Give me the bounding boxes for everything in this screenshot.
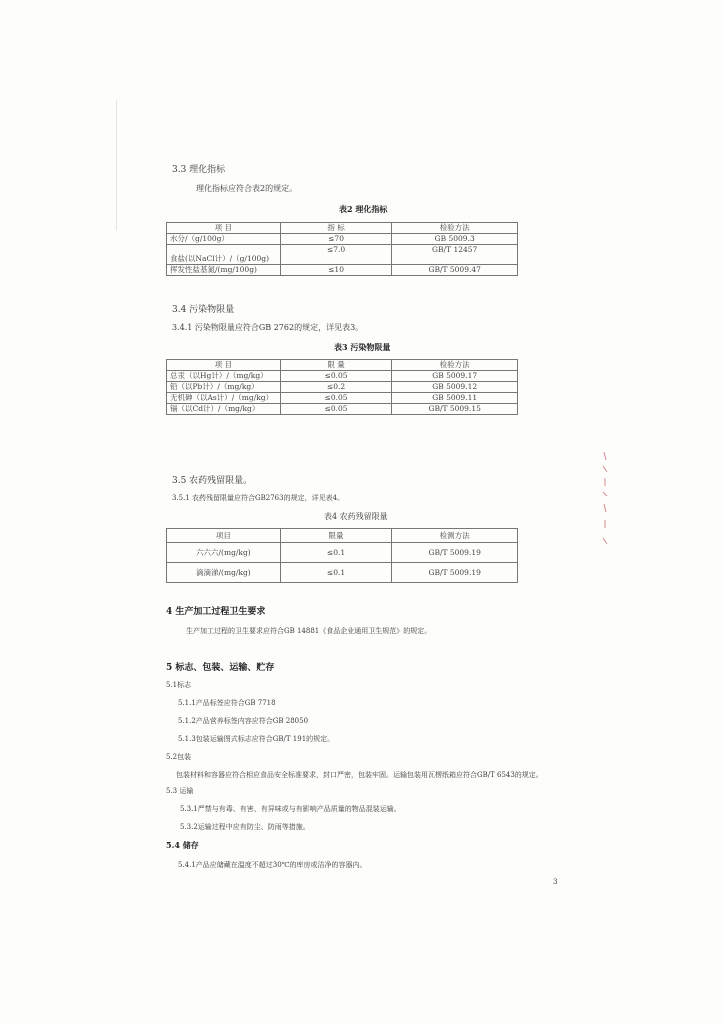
table3 xyxy=(166,359,518,415)
section-5-1-3-text: 5.1.3包装运输图式标志应符合GB/T 191的规定。 xyxy=(178,735,335,743)
section-4-text: 生产加工过程的卫生要求应符合GB 14881《食品企业通用卫生规范》的规定。 xyxy=(186,627,432,635)
table-row xyxy=(167,234,518,245)
table-cell: GB/T 5009.47 xyxy=(392,265,518,276)
table4-title: 表4 农药残留限量 xyxy=(324,512,388,521)
section-5-3-1-text: 5.3.1严禁与有毒、有害、有异味或与有影响产品质量的物品混装运输。 xyxy=(180,805,401,813)
table-cell: GB/T 5009.19 xyxy=(392,543,518,563)
table3-title: 表3 污染物限量 xyxy=(334,342,391,352)
table-header-row xyxy=(167,360,518,371)
section-5-1-heading: 5.1标志 xyxy=(166,681,192,689)
table-row xyxy=(167,404,518,415)
table-header-cell: 项 目 xyxy=(167,360,281,371)
table-row xyxy=(167,245,518,265)
table-cell: ≤0.05 xyxy=(280,371,392,382)
table-cell: 水分/（g/100g） xyxy=(167,234,281,245)
table-cell: ≤7.0 xyxy=(280,245,392,265)
table-row xyxy=(167,543,518,563)
table-cell: ≤10 xyxy=(280,265,392,276)
table2-title: 表2 理化指标 xyxy=(339,204,388,214)
table-cell: 食盐(以NaCl计）/（g/100g) xyxy=(167,245,281,265)
table-header-cell: 项目 xyxy=(167,529,281,543)
table-header-row xyxy=(167,529,518,543)
table-row xyxy=(167,265,518,276)
scan-edge-line xyxy=(116,100,117,230)
table-cell: ≤0.05 xyxy=(280,393,392,404)
table-cell: 六六六/(mg/kg) xyxy=(167,543,281,563)
table-header-cell: 限量 xyxy=(280,529,392,543)
section-5-4-heading: 5.4 储存 xyxy=(166,840,199,850)
table-header-cell: 指 标 xyxy=(280,223,392,234)
table-cell: GB/T 5009.15 xyxy=(392,404,518,415)
table-cell: ≤0.1 xyxy=(280,543,392,563)
table-cell: 滴滴涕/(mg/kg) xyxy=(167,563,281,583)
table-cell: GB/T 12457 xyxy=(392,245,518,265)
section-3-4-heading: 3.4 污染物限量 xyxy=(172,305,235,315)
table-cell: 镉（以Cd计）/（mg/kg） xyxy=(167,404,281,415)
seal-fragment-mark xyxy=(602,452,608,550)
table-cell: 无机砷（以As计）/（mg/kg） xyxy=(167,393,281,404)
table-cell: GB 5009.12 xyxy=(392,382,518,393)
section-5-3-2-text: 5.3.2运输过程中应有防尘、防雨等措施。 xyxy=(180,823,310,831)
table-cell: ≤70 xyxy=(280,234,392,245)
table-header-cell: 限 量 xyxy=(280,360,392,371)
section-5-1-1-text: 5.1.1产品标签应符合GB 7718 xyxy=(178,699,276,707)
table-cell: 挥发性盐基氮/(mg/100g) xyxy=(167,265,281,276)
section-3-3-heading: 3.3 理化指标 xyxy=(172,165,226,175)
table-header-row xyxy=(167,223,518,234)
section-5-3-heading: 5.3 运输 xyxy=(166,787,194,795)
section-5-1-2-text: 5.1.2产品营养标签内容应符合GB 28050 xyxy=(178,717,309,725)
table-row xyxy=(167,393,518,404)
section-3-4-text: 3.4.1 污染物限量应符合GB 2762的规定，详见表3。 xyxy=(172,323,364,332)
table-cell: 总汞（以Hg计）/（mg/kg） xyxy=(167,371,281,382)
table-header-cell: 项 目 xyxy=(167,223,281,234)
section-5-2-text: 包装材料和容器应符合相应食品安全标准要求，封口严密，包装牢固。运输包装用瓦楞纸箱应符合GB/T 6543的规定。 xyxy=(176,771,543,779)
section-3-5-text: 3.5.1 农药残留限量应符合GB2763的规定，详见表4。 xyxy=(172,494,345,502)
table-cell: ≤0.1 xyxy=(280,563,392,583)
table-row xyxy=(167,371,518,382)
table4 xyxy=(166,528,518,583)
table-cell: ≤0.2 xyxy=(280,382,392,393)
table-cell: GB 5009.17 xyxy=(392,371,518,382)
table2 xyxy=(166,222,518,276)
table-cell: GB 5009.3 xyxy=(392,234,518,245)
table-cell: 铅（以Pb计）/（mg/kg） xyxy=(167,382,281,393)
section-4-heading: 4 生产加工过程卫生要求 xyxy=(166,607,266,617)
table-row xyxy=(167,563,518,583)
page-number: 3 xyxy=(553,878,558,886)
table-header-cell: 检验方法 xyxy=(392,223,518,234)
section-3-5-heading: 3.5 农药残留限量。 xyxy=(172,476,253,486)
table-header-cell: 检验方法 xyxy=(392,360,518,371)
table-row xyxy=(167,382,518,393)
section-5-4-1-text: 5.4.1产品应储藏在温度不超过30℃的库房或洁净的容器内。 xyxy=(178,861,367,869)
section-5-2-heading: 5.2包装 xyxy=(166,753,192,761)
table-cell: ≤0.05 xyxy=(280,404,392,415)
section-5-heading: 5 标志、包装、运输、贮存 xyxy=(166,663,275,673)
table-header-cell: 检测方法 xyxy=(392,529,518,543)
table-cell: GB 5009.11 xyxy=(392,393,518,404)
table-cell: GB/T 5009.19 xyxy=(392,563,518,583)
section-3-3-text: 理化指标应符合表2的规定。 xyxy=(196,184,298,193)
